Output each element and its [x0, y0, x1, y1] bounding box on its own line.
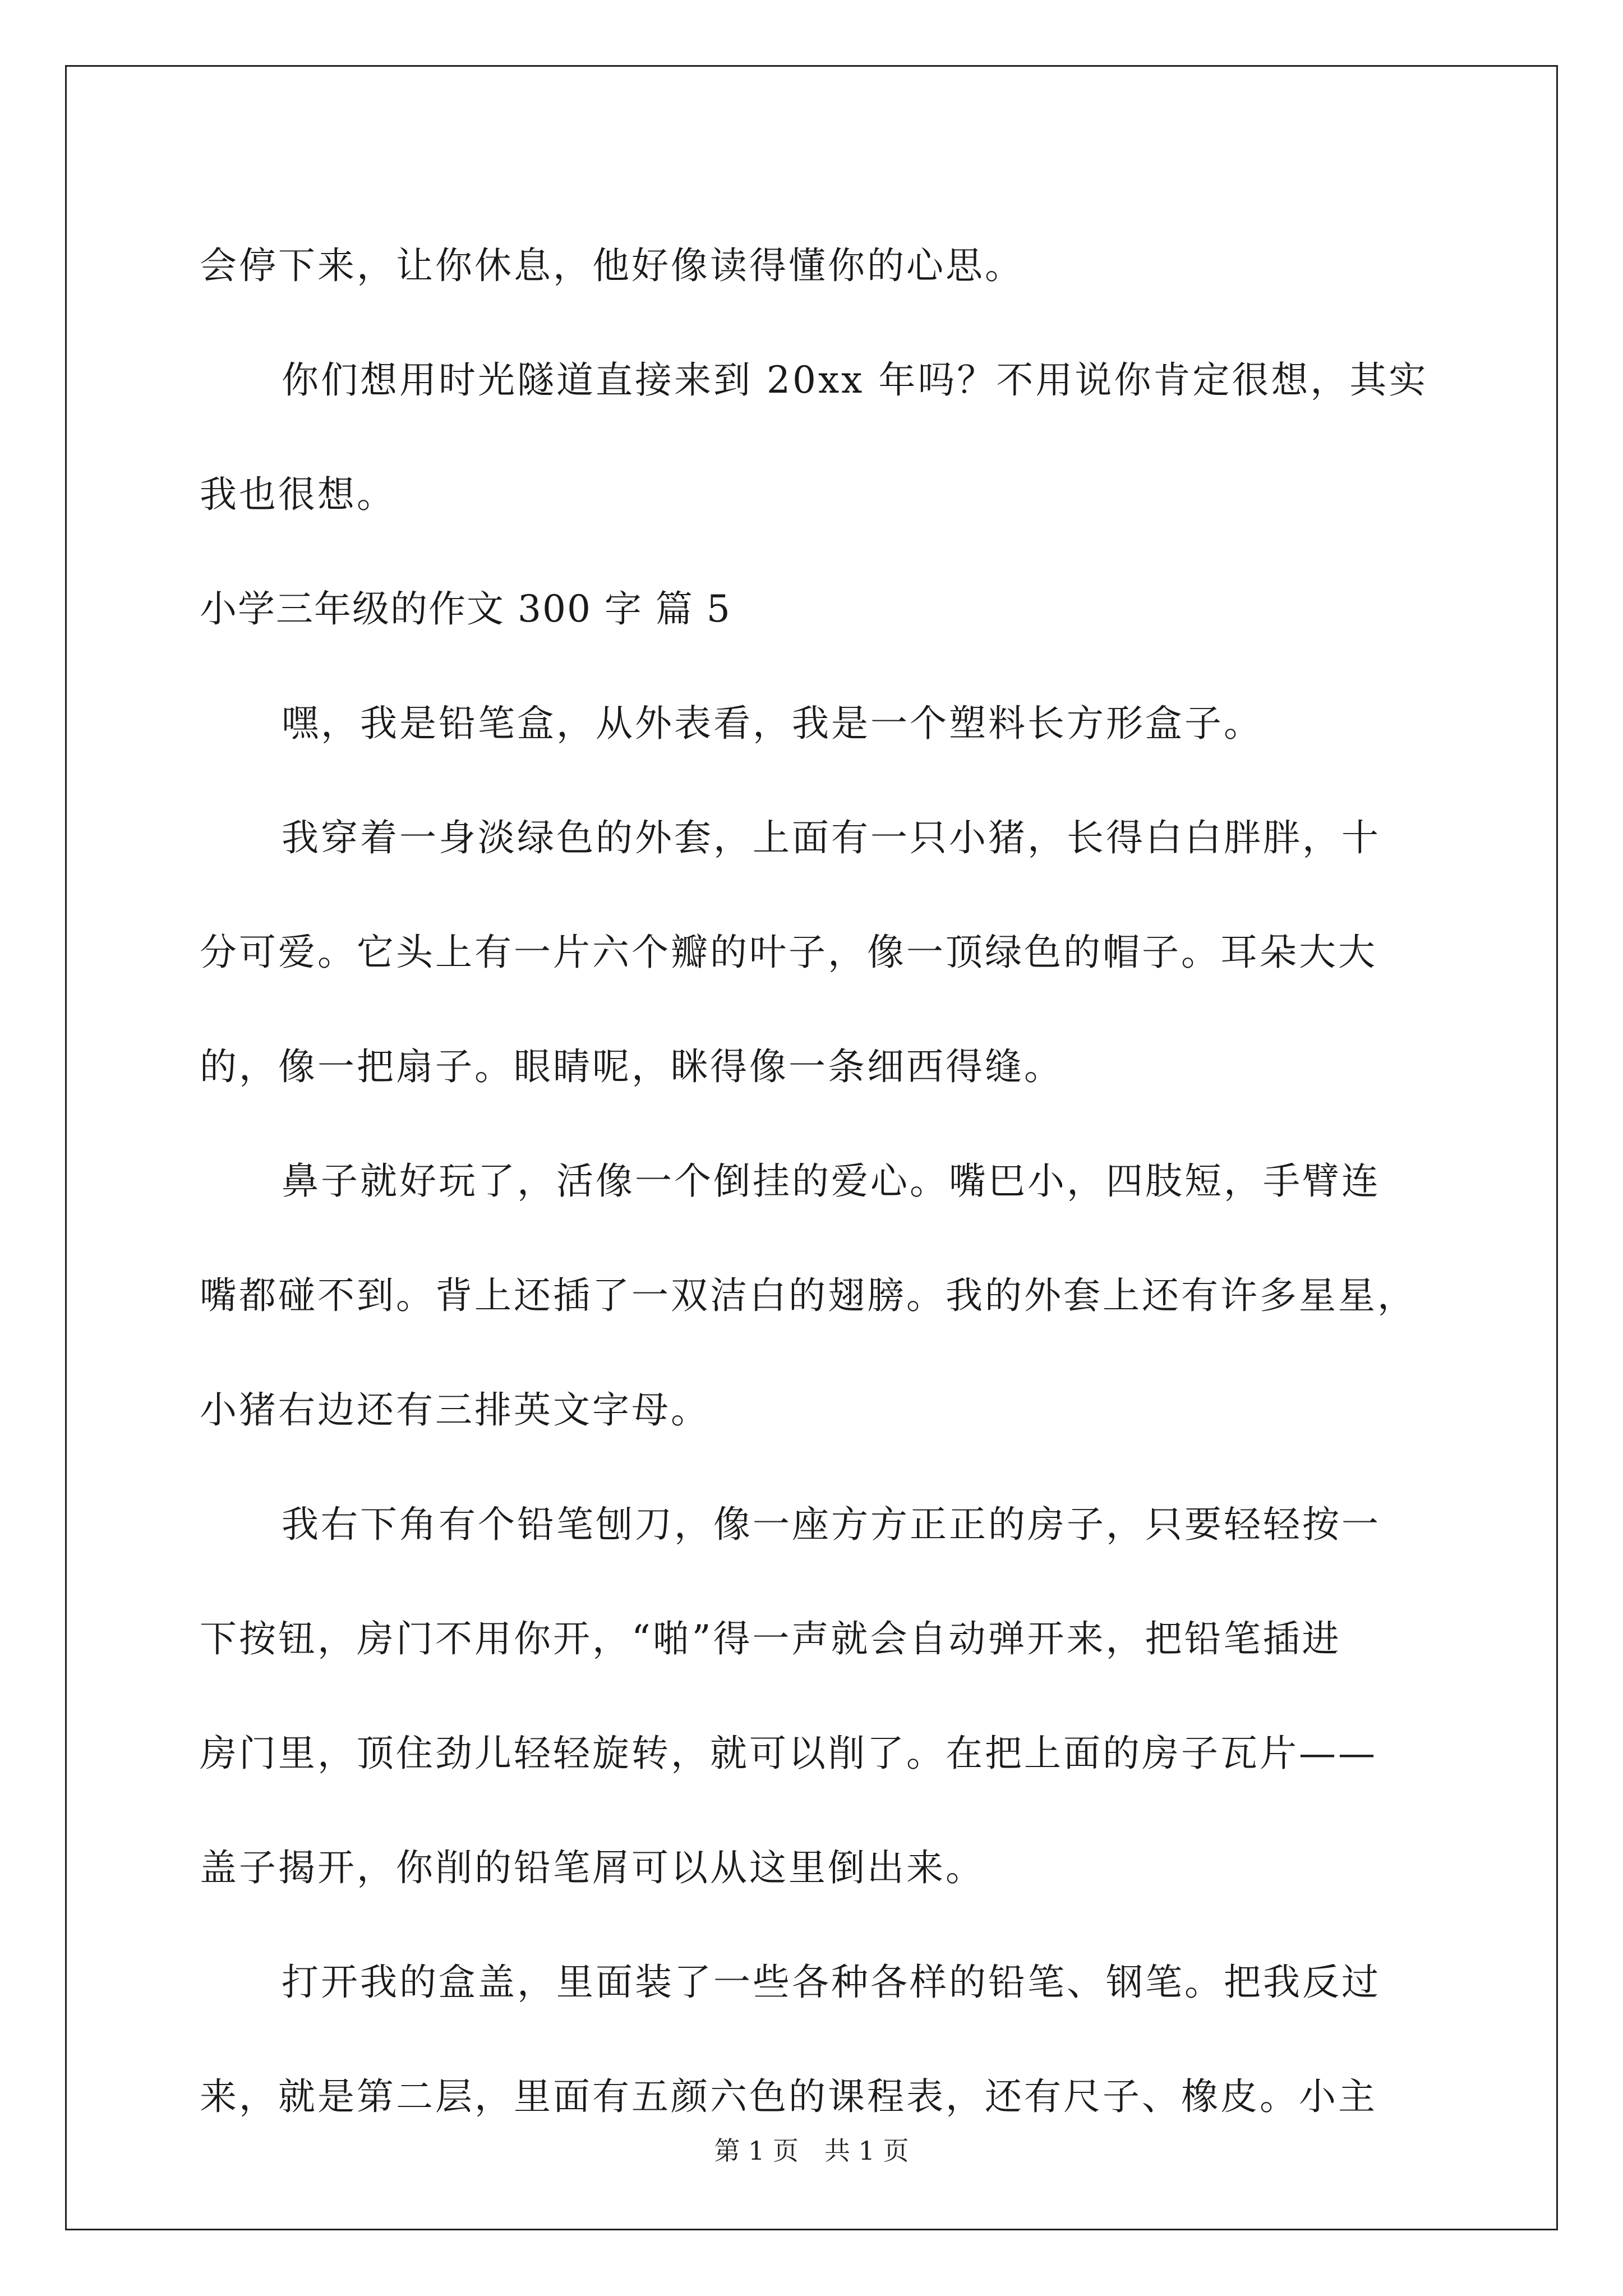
- text-line-17: 来，就是第二层，里面有五颜六色的课程表，还有尺子、橡皮。小主: [200, 2075, 1377, 2118]
- page-number-footer: 第 1 页 共 1 页: [714, 2136, 909, 2166]
- text-line-5: 嘿，我是铅笔盒，从外表看，我是一个塑料长方形盒子。: [282, 702, 1263, 745]
- text-line-13: 下按钮，房门不用你开，“啪”得一声就会自动弹开来，把铅笔插进: [200, 1617, 1341, 1660]
- text-line-7: 分可爱。它头上有一片六个瓣的叶子，像一顶绿色的帽子。耳朵大大: [200, 931, 1377, 974]
- text-line-6: 我穿着一身淡绿色的外套，上面有一只小猪，长得白白胖胖，十: [282, 816, 1381, 859]
- text-line-3: 我也很想。: [200, 473, 396, 516]
- text-line-14: 房门里，顶住劲儿轻轻旋转，就可以削了。在把上面的房子瓦片——: [200, 1732, 1377, 1775]
- section-heading: 小学三年级的作文 300 字 篇 5: [200, 587, 731, 631]
- text-line-10: 嘴都碰不到。背上还插了一双洁白的翅膀。我的外套上还有许多星星，: [200, 1274, 1417, 1317]
- document-body: [200, 209, 1428, 2154]
- text-line-8: 的，像一把扇子。眼睛呢，眯得像一条细西得缝。: [200, 1045, 1063, 1088]
- text-line-12: 我右下角有个铅笔刨刀，像一座方方正正的房子，只要轻轻按一: [282, 1503, 1381, 1546]
- text-line-2: 你们想用时光隧道直接来到 20xx 年吗？不用说你肯定很想，其实: [282, 358, 1428, 402]
- text-line-11: 小猪右边还有三排英文字母。: [200, 1388, 710, 1432]
- text-line-15: 盖子揭开，你削的铅笔屑可以从这里倒出来。: [200, 1846, 985, 1889]
- text-line-1: 会停下来，让你休息，他好像读得懂你的心思。: [200, 244, 1024, 287]
- text-line-16: 打开我的盒盖，里面装了一些各种各样的铅笔、钢笔。把我反过: [282, 1961, 1381, 2004]
- text-line-9: 鼻子就好玩了，活像一个倒挂的爱心。嘴巴小，四肢短，手臂连: [282, 1159, 1381, 1203]
